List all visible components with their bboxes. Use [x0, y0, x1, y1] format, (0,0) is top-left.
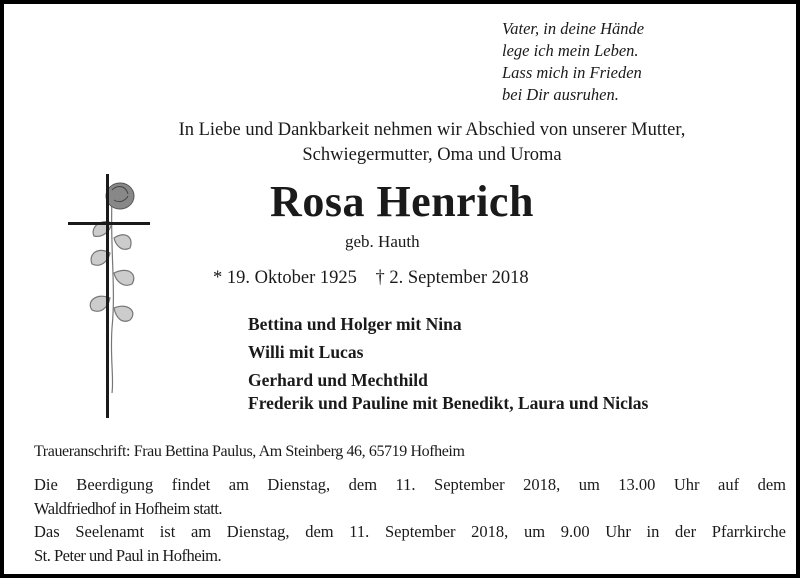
mass-line: Das Seelenamt ist am Dienstag, dem 11. September 2018, um 9.00 Uhr in der Pfarrkirche: [34, 522, 786, 541]
rose-stem: [111, 198, 113, 393]
intro-line: Schwiegermutter, Oma und Uroma: [302, 144, 562, 165]
family-member: Frederik und Pauline mit Benedikt, Laura und Niclas: [248, 393, 649, 413]
cross-vertical: [106, 174, 109, 418]
poem-line: Vater, in deine Hände: [502, 19, 645, 38]
mourning-address: Traueranschrift: Frau Bettina Paulus, Am Steinberg 46, 65719 Hofheim: [34, 443, 465, 460]
poem-line: Lass mich in Frieden: [502, 63, 642, 82]
family-list: [248, 310, 648, 417]
poem-line: lege ich mein Leben.: [502, 41, 639, 60]
family-member: Gerhard und Mechthild: [248, 370, 428, 390]
maiden-name: geb. Hauth: [345, 232, 420, 251]
mass-line: St. Peter und Paul in Hofheim.: [34, 545, 222, 565]
life-dates: [213, 268, 543, 289]
family-member: Willi mit Lucas: [248, 342, 364, 362]
death-date: † 2. September 2018: [375, 268, 529, 288]
poem-line: bei Dir ausruhen.: [502, 85, 619, 104]
intro-line: In Liebe und Dankbarkeit nehmen wir Abschied von unserer Mutter,: [178, 120, 686, 140]
intro-text: [4, 118, 800, 167]
funeral-line: Waldfriedhof in Hofheim statt.: [34, 498, 223, 518]
cross-rose-icon: [60, 168, 150, 418]
service-details: [34, 473, 786, 567]
deceased-name: Rosa Henrich: [270, 177, 534, 226]
poem: [502, 18, 644, 106]
birth-date: * 19. Oktober 1925: [213, 268, 357, 288]
family-member: Bettina und Holger mit Nina: [248, 314, 462, 334]
funeral-line: Die Beerdigung findet am Dienstag, dem 11. September 2018, um 13.00 Uhr auf dem: [34, 475, 786, 494]
death-notice: [4, 4, 796, 574]
cross-horizontal: [68, 222, 150, 225]
